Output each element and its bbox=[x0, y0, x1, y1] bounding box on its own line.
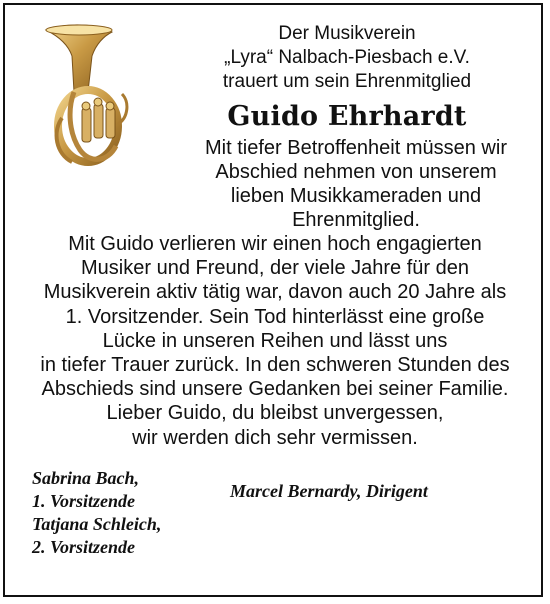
signature-right: Marcel Bernardy, Dirigent bbox=[230, 481, 428, 501]
signature-line: Tatjana Schleich, bbox=[32, 514, 162, 534]
intro-text bbox=[186, 136, 526, 232]
signature-line: 2. Vorsitzende bbox=[32, 537, 136, 557]
signature-left bbox=[32, 467, 161, 559]
deceased-name: Guido Ehrhardt bbox=[227, 101, 467, 132]
body-line: Abschieds sind unsere Gedanken bei seiner Familie. bbox=[41, 378, 509, 401]
header-text bbox=[182, 22, 512, 94]
body-line: Lücke in unseren Reihen und lässt uns bbox=[102, 329, 448, 352]
body-line: wir werden dich sehr vermissen. bbox=[132, 426, 418, 449]
body-text bbox=[14, 232, 536, 450]
signature-line: 1. Vorsitzende bbox=[32, 491, 136, 511]
body-line: in tiefer Trauer zurück. In den schweren Stunden des bbox=[40, 354, 510, 377]
body-line: Mit Guido verlieren wir einen hoch engagierten bbox=[68, 233, 482, 255]
tenor-horn-icon bbox=[38, 22, 134, 170]
intro-line: Mit tiefer Betroffenheit müssen wir bbox=[205, 137, 507, 159]
body-line: Lieber Guido, du bleibst unvergessen, bbox=[106, 402, 444, 425]
intro-line: Ehrenmitglied. bbox=[292, 209, 420, 231]
signature-line: Sabrina Bach, bbox=[32, 468, 140, 488]
header-line: Der Musikverein bbox=[278, 23, 416, 44]
intro-line: Abschied nehmen von unserem bbox=[215, 161, 497, 183]
header-line: „Lyra“ Nalbach-Piesbach e.V. bbox=[224, 47, 470, 68]
body-line: 1. Vorsitzender. Sein Tod hinterlässt eine große bbox=[65, 305, 485, 328]
header-line: trauert um sein Ehrenmitglied bbox=[222, 71, 472, 92]
intro-line: lieben Musikkameraden und bbox=[230, 185, 482, 207]
body-line: Musikverein aktiv tätig war, davon auch 20 Jahre als bbox=[43, 281, 507, 304]
body-line: Musiker und Freund, der viele Jahre für den bbox=[81, 257, 469, 280]
